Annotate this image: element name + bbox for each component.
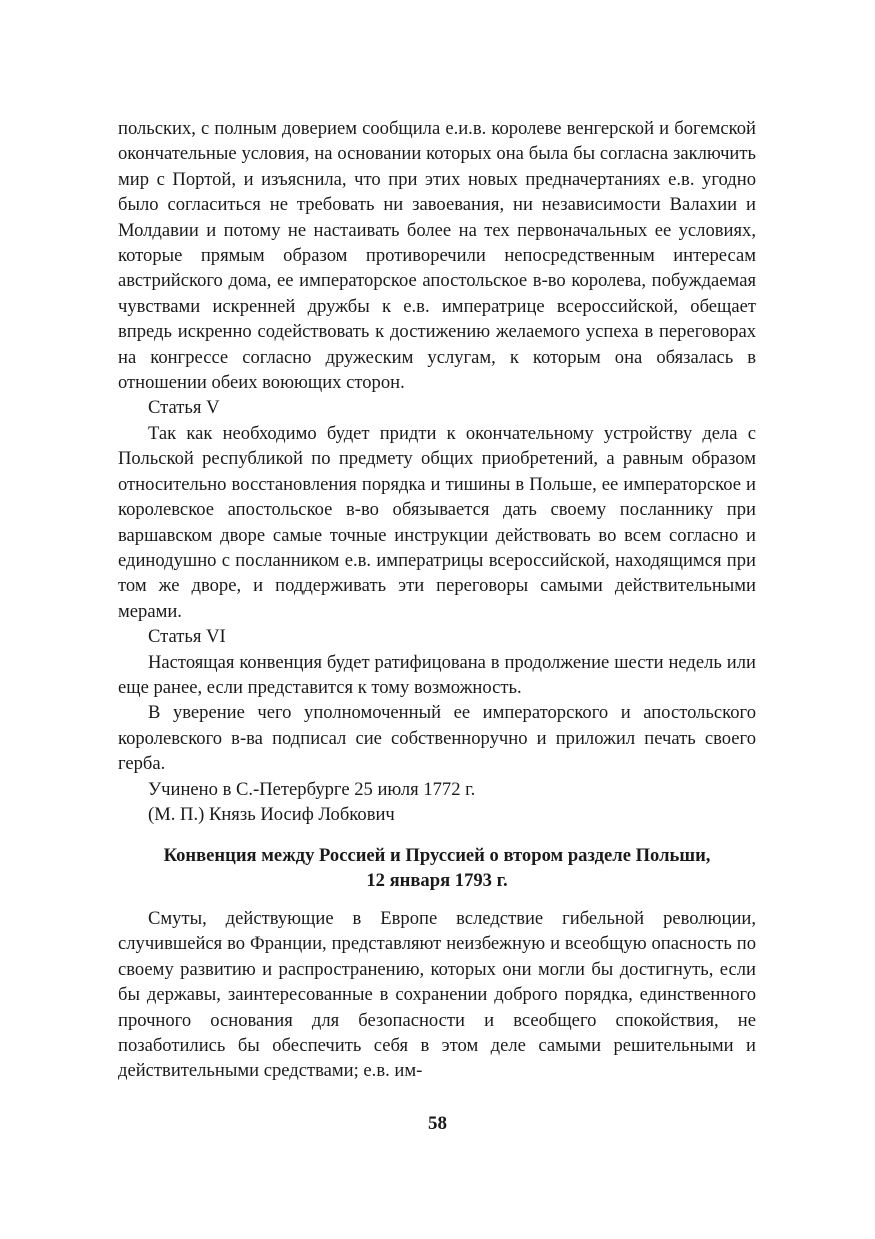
paragraph-article-5: Так как необходимо будет придти к окончательному устройству дела с Польской республикой по предмету общих приобретений, а равным образом относительно восстановления порядка и тишины в Польше, ее императорское и королевское апостольское в-во обязывается дать своему посланнику при варшавском дворе самые точные инструкции действовать во всем согласно и единодушно с посланником е.в. императрицы всероссийской, находящимся при том же дворе, и поддерживать эти переговоры самыми действительными мерами.: [118, 422, 756, 622]
article-heading-5: Статья V: [148, 397, 220, 419]
section-heading: [118, 843, 756, 893]
text-section-bottom: [118, 906, 756, 1084]
section-heading-line-2: 12 января 1793 г.: [366, 870, 508, 891]
paragraph-convention-body: Смуты, действующие в Европе вследствие гибельной революции, случившейся во Франции, представляют неизбежную и всеобщую опасность по своему развитию и распространению, которых они могли бы достигнуть, если бы державы, заинтересованные в сохранении доброго порядка, единственного прочного основания для безопасности и всеобщего спокойствия, не позаботились бы обеспечить себя в этом деле самыми решительными и действительными средствами; е.в. им-: [118, 908, 756, 1082]
paragraph-signature: (М. П.) Князь Иосиф Лобкович: [148, 803, 395, 825]
text-section-top: [118, 116, 756, 827]
paragraph-attestation: В уверение чего уполномоченный ее императорского и апостольского королевского в-ва подписал сие собственноручно и приложил печать своего герба.: [118, 702, 756, 775]
paragraph-continuation: польских, с полным доверием сообщила е.и.в. королеве венгерской и богемской окончательные условия, на основании которых она была бы согласна заключить мир с Портой, и изъяснила, что при этих новых предначертаниях е.в. угодно было согласиться не требовать ни завоевания, ни независимости Валахии и Молдавии и потому не настаивать более на тех первоначальных ее условиях, которые прямым образом противоречили непосредственным интересам австрийского дома, ее императорское апостольское в-во королева, побуждаемая чувствами искренней дружбы к е.в. императрице всероссийской, обещает впредь искренно содействовать к достижению желаемого успеха в переговорах на конгрессе согласно дружеским услугам, к которым она обязалась в отношении обеих воюющих сторон.: [118, 118, 756, 394]
paragraph-article-6: Настоящая конвенция будет ратифицована в продолжение шести недель или еще ранее, если представится к тому возможность.: [118, 651, 756, 698]
article-heading-6: Статья VI: [148, 626, 226, 648]
section-heading-line-1: Конвенция между Россией и Пруссией о втором разделе Польши,: [163, 845, 711, 866]
page-number: 58: [428, 1113, 447, 1134]
paragraph-place-date: Учинено в С.-Петербурге 25 июля 1772 г.: [148, 778, 476, 800]
